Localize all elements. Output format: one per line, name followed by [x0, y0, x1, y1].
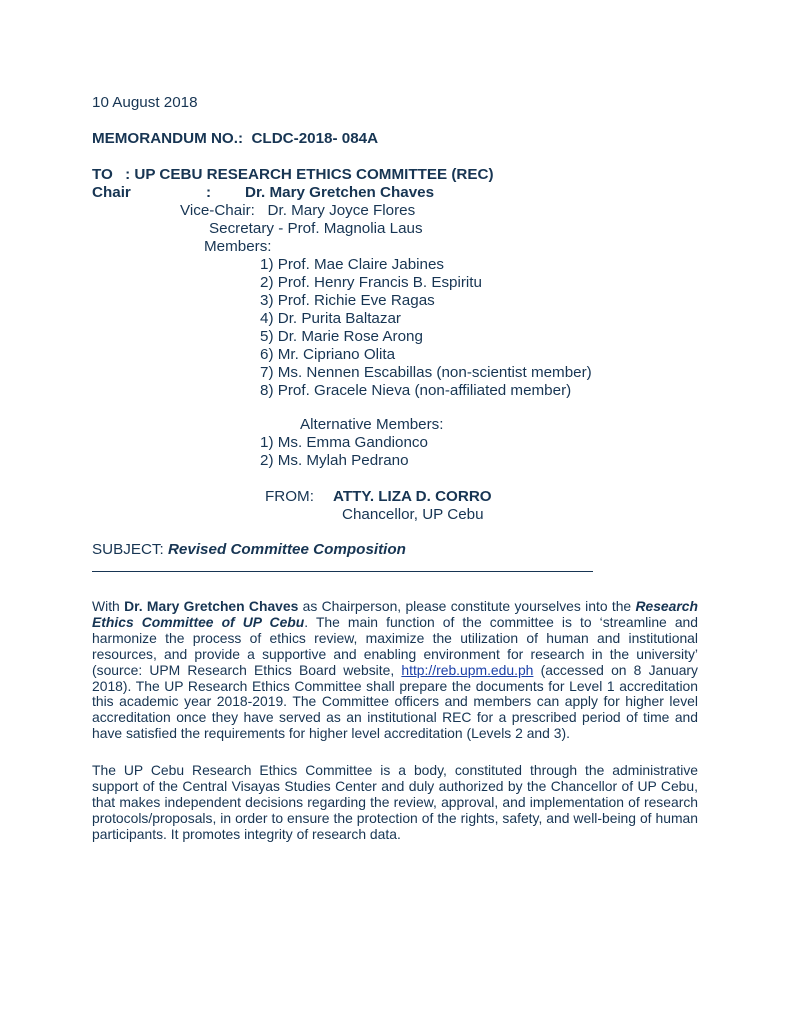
to-label: TO [92, 166, 113, 183]
reb-website-link[interactable]: http://reb.upm.edu.ph [401, 661, 534, 678]
memo-number: CLDC-2018- 084A [251, 130, 379, 147]
chair-label: Chair [92, 184, 131, 201]
para1-text: With [92, 598, 125, 614]
subject-divider [92, 571, 593, 572]
body-paragraph-1 [92, 599, 698, 742]
para1-text: (accessed on 8 January 2018). The UP Research Ethics Committee shall prepare the documents for Level 1 accreditation this academic year 2018-2019. The Committee officers and members can apply for higher level accreditation once they have served as an institutional REC for a prescribed period of time and have satisfied the requirements for higher level accreditation (Levels 2 and 3). [92, 661, 698, 742]
subject-line [92, 541, 406, 559]
vice-chair-line [180, 202, 415, 220]
from-title: Chancellor, UP Cebu [342, 506, 484, 523]
to-line [92, 166, 494, 184]
vice-chair-label: Vice-Chair: [180, 202, 255, 219]
member-item: 5) Dr. Marie Rose Arong [260, 328, 423, 345]
memo-number-line [92, 130, 378, 148]
para1-chair-name: Dr. Mary Gretchen Chaves [124, 598, 299, 614]
member-item: 7) Ms. Nennen Escabillas (non-scientist member) [260, 364, 592, 381]
para1-committee-name: Research Ethics Committee of UP Cebu [92, 598, 699, 630]
to-recipient: UP CEBU RESEARCH ETHICS COMMITTEE (REC) [134, 166, 494, 183]
from-name: ATTY. LIZA D. CORRO [333, 488, 492, 505]
member-item: 4) Dr. Purita Baltazar [260, 310, 401, 327]
memo-date: 10 August 2018 [92, 94, 198, 111]
members-label: Members: [204, 238, 272, 255]
alternative-members-label: Alternative Members: [300, 416, 444, 433]
member-item: 1) Prof. Mae Claire Jabines [260, 256, 445, 273]
body-paragraph-2: The UP Cebu Research Ethics Committee is a body, constituted through the administrative support of the Central Visayas Studies Center and duly authorized by the Chancellor of UP Cebu, that makes independent decisions regarding the review, approval, and implementation of research protocols/proposals, in order to ensure the protection of the rights, safety, and well-being of human participants. It promotes integrity of research data. [92, 762, 698, 842]
para1-text: as Chairperson, please constitute yourselves into the [298, 598, 636, 614]
alternative-member-item: 1) Ms. Emma Gandionco [260, 434, 428, 451]
member-item: 8) Prof. Gracele Nieva (non-affiliated member) [260, 382, 572, 399]
member-item: 3) Prof. Richie Eve Ragas [260, 292, 435, 309]
chair-separator: : [206, 184, 212, 201]
para1-text: . The main function of the committee is to ‘streamline and harmonize the process of ethics review, maximize the utilization of human and institutional resources, and provide a supportive and enabling environment for research in the university’ (source: UPM Research Ethics Board website, [92, 613, 698, 678]
vice-chair-name: Dr. Mary Joyce Flores [267, 202, 416, 219]
member-item: 6) Mr. Cipriano Olita [260, 346, 396, 363]
to-separator: : [125, 166, 131, 183]
from-label: FROM: [265, 488, 314, 505]
memo-number-label: MEMORANDUM NO.: [92, 130, 244, 147]
chair-name: Dr. Mary Gretchen Chaves [245, 184, 435, 201]
subject-label: SUBJECT: [92, 541, 164, 558]
subject-text: Revised Committee Composition [167, 541, 406, 558]
secretary-line: Secretary - Prof. Magnolia Laus [209, 220, 423, 237]
alternative-member-item: 2) Ms. Mylah Pedrano [260, 452, 409, 469]
member-item: 2) Prof. Henry Francis B. Espiritu [260, 274, 482, 291]
